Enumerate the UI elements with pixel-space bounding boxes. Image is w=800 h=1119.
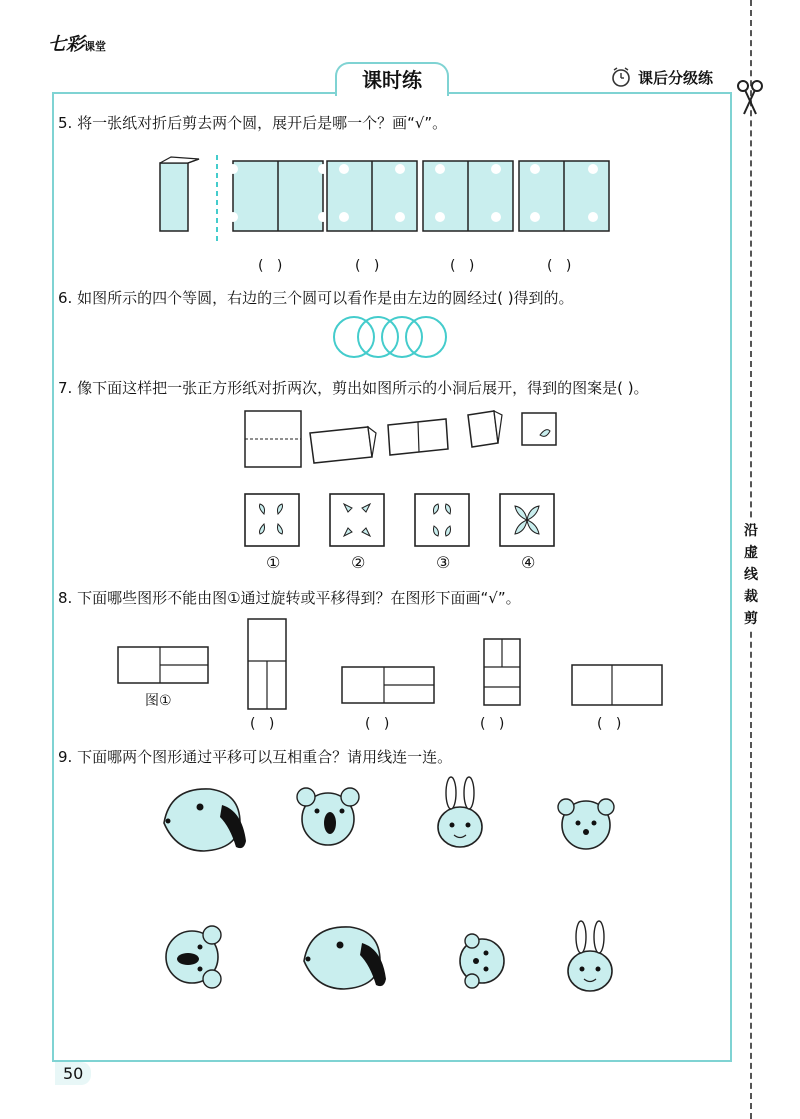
- q7-label-1: ①: [266, 553, 281, 572]
- q8-figures: [110, 615, 670, 740]
- q7-label-3: ③: [436, 553, 451, 572]
- q8-blank-2[interactable]: ( ): [365, 716, 390, 732]
- koala-face-top[interactable]: [297, 788, 359, 845]
- q9-animals: [150, 775, 630, 1015]
- scissors-icon: [736, 78, 764, 118]
- rabbit-face-top[interactable]: [438, 777, 482, 847]
- q7-label-2: ②: [351, 553, 366, 572]
- clock-icon: [610, 66, 632, 88]
- brand-name: 七彩: [48, 34, 84, 55]
- grade-label: [610, 66, 713, 88]
- option-a[interactable]: [228, 161, 328, 231]
- koala-face-bottom[interactable]: [166, 926, 221, 988]
- q8-blank-1[interactable]: ( ): [250, 716, 275, 732]
- question-5-text: 5. 将一张纸对折后剪去两个圆，展开后是哪一个？画“√”。: [58, 114, 448, 132]
- q8-option-d[interactable]: [572, 665, 662, 705]
- figure-1: [118, 647, 208, 683]
- q7-options: [240, 490, 560, 550]
- option-b[interactable]: [327, 161, 417, 231]
- rabbit-face-bottom[interactable]: [568, 921, 612, 991]
- question-7-text: 7. 像下面这样把一张正方形纸对折两次，剪出如图所示的小洞后展开，得到的图案是( )。: [58, 379, 649, 397]
- q8-blank-3[interactable]: ( ): [480, 716, 505, 732]
- question-6-text: 6. 如图所示的四个等圆，右边的三个圆可以看作是由左边的圆经过( )得到的。: [58, 289, 574, 307]
- q8-blank-4[interactable]: ( ): [597, 716, 622, 732]
- q7-option-4[interactable]: [500, 494, 554, 546]
- q7-label-4: ④: [521, 553, 536, 572]
- q7-option-2[interactable]: [330, 494, 384, 546]
- q8-option-b[interactable]: [342, 667, 434, 703]
- cut-label: 沿虚线裁剪: [742, 520, 760, 630]
- q5-blank-2[interactable]: ( ): [355, 258, 380, 274]
- grade-text: 课后分级练: [638, 68, 714, 87]
- bear-face-bottom[interactable]: [460, 934, 504, 988]
- bear-face-top[interactable]: [558, 799, 614, 849]
- q5-figures: [155, 155, 615, 245]
- dog-face-top[interactable]: [164, 789, 246, 851]
- figure-1-label: 图①: [145, 693, 172, 709]
- option-d[interactable]: [519, 161, 609, 231]
- q7-option-3[interactable]: [415, 494, 469, 546]
- q5-blank-4[interactable]: ( ): [547, 258, 572, 274]
- question-9-text: 9. 下面哪两个图形通过平移可以互相重合？请用线连一连。: [58, 748, 453, 766]
- folded-paper: [160, 157, 199, 231]
- question-8-text: 8. 下面哪些图形不能由图①通过旋转或平移得到？在图形下面画“√”。: [58, 589, 521, 607]
- q6-circles: [330, 315, 450, 359]
- brand-logo: [48, 30, 106, 56]
- brand-suffix: 课堂: [84, 40, 106, 53]
- page-number: 50: [55, 1062, 91, 1085]
- option-c[interactable]: [423, 161, 513, 231]
- q8-option-a[interactable]: [248, 619, 286, 709]
- q5-blank-1[interactable]: ( ): [258, 258, 283, 274]
- q7-folding-steps: [240, 405, 570, 470]
- dog-face-bottom[interactable]: [304, 927, 386, 989]
- q8-option-c[interactable]: [484, 639, 520, 705]
- q7-option-1[interactable]: [245, 494, 299, 546]
- q5-blank-3[interactable]: ( ): [450, 258, 475, 274]
- page-title: 课时练: [335, 62, 449, 96]
